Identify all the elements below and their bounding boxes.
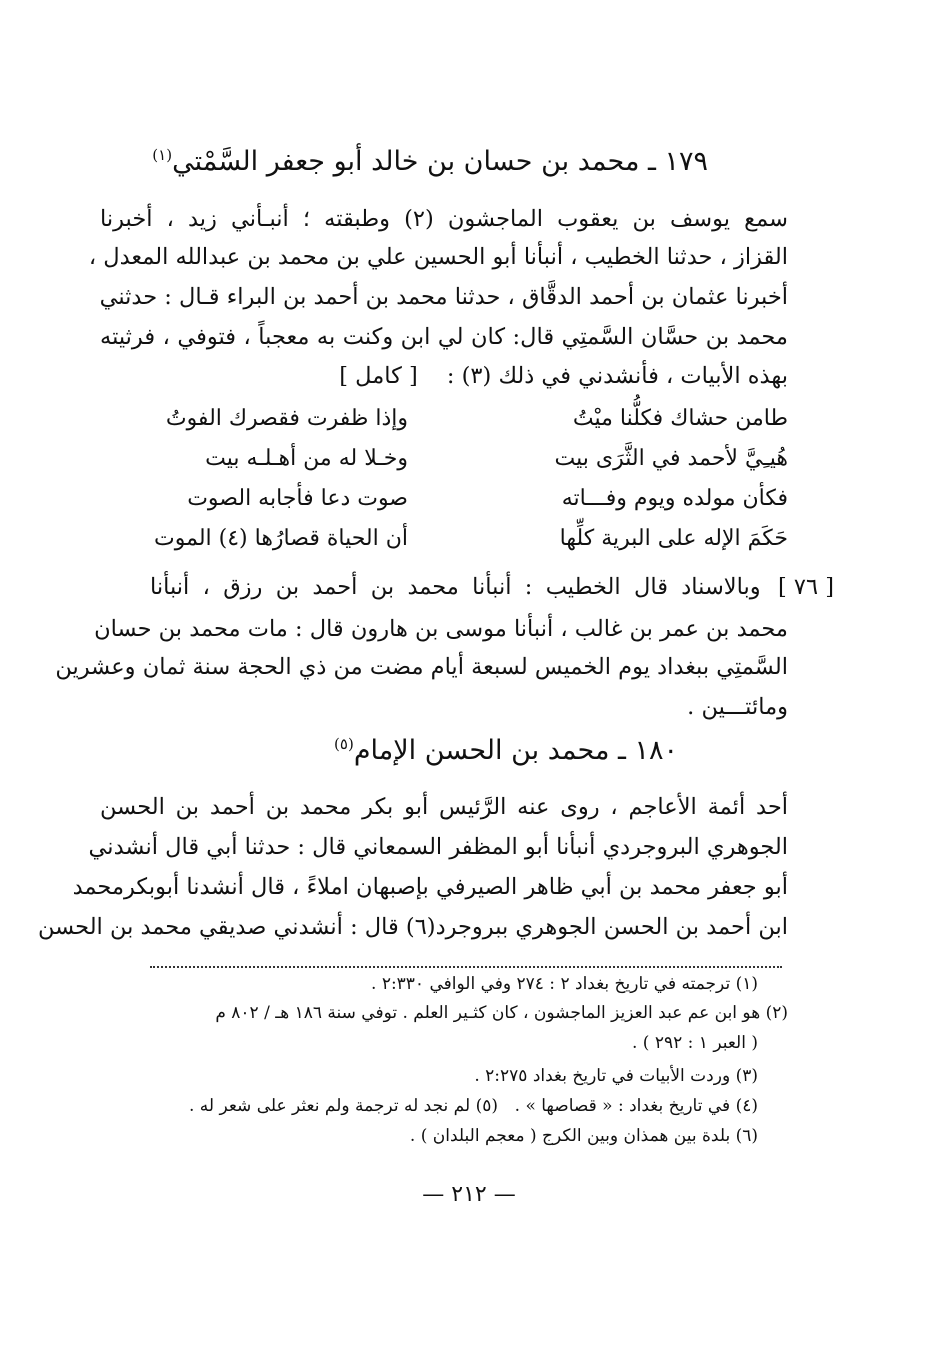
verse-line [100,406,788,440]
footnote: (٣) وردت الأبيات في تاريخ بغداد ٢:٢٧٥ . [474,1066,758,1086]
verse-second-hemistich: أن الحياة قصارُها (٤) الموت [154,526,408,551]
body-line [150,572,838,602]
body-line: ومائتـــين . [687,694,788,720]
entry-179-heading [152,146,708,177]
report-number: [ ٧٦ ] [777,574,835,600]
body-line: السَّمتِي ببغداد يوم الخميس لسبعة أيام مضت من ذي الحجة سنة ثمان وعشرين [55,654,788,680]
verse-line [100,486,788,520]
verse-first-hemistich: هُيـِيَّ لأحمد في الثَّرَى بيت [554,446,788,471]
footnote: (٦) بلدة بين همذان وبين الكرج ( معجم البلدان ) . [409,1126,758,1146]
page-number: — ٢١٢ — [422,1182,516,1207]
entry-179-title: ١٧٩ ـ محمد بن حسان بن خالد أبو جعفر السَّمْتي [172,146,708,177]
verse-line [100,446,788,480]
footnote: (٥) لم نجد له ترجمة ولم نعثر على شعر له . [188,1096,498,1116]
body-line [100,361,788,391]
footnote: ( العبر ١ : ٢٩٢ ) . [632,1033,758,1053]
body-line: سمع يوسف بن يعقوب الماجشون (٢) وطبقته ؛ أنبـأني زيد ، أخبرنا [100,206,788,232]
body-line: الجوهري البروجردي أنبأنا أبو المظفر السمعاني قال : حدثنا أبي قال أنشدني [88,834,788,860]
verse-second-hemistich: وخـلا له من أهـلـه بيت [205,446,408,471]
footnote: (١) ترجمته في تاريخ بغداد ٢ : ٢٧٤ وفي الوافي ٢:٣٣٠ . [371,974,758,994]
footnote: (٢) هو ابن عم عبد العزيز الماجشون ، كان كثـير العلم . توفي سنة ١٨٦ هـ / ٨٠٢ م [215,1003,788,1023]
verse-line [100,526,788,560]
body-line: أخبرنا عثمان بن أحمد الدقَّاق ، حدثنا محمد بن أحمد بن البراء قـال : حدثني [99,284,788,310]
body-line: ابن أحمد بن الحسن الجوهري ببروجرد(٦) قال : أنشدني صديقي محمد بن الحسن [37,914,788,940]
verse-first-hemistich: فكأن مولده ويوم وفـــاته [561,486,788,511]
body-line: أبو جعفر محمد بن أبي ظاهر الصيرفي بإصبهان املاءً ، قال أنشدنا أبوبكرمحمد [72,874,788,900]
entry-180-footnote-ref: (٥) [334,735,354,753]
verse-second-hemistich: صوت دعا فأجابه الصوت [187,486,408,511]
entry-180-title: ١٨٠ ـ محمد بن الحسن الإمام [353,735,678,766]
isnad-text: وبالاسناد قال الخطيب : أنبأنا محمد بن أحمد بن رزق ، أنبأنا [150,574,761,600]
body-line: أحد أئمة الأعاجم ، روى عنه الرَّئيس أبو بكر محمد بن أحمد بن الحسن [100,794,788,820]
verse-second-hemistich: وإذا ظفرت فقصرك الفوتُ [165,406,408,431]
entry-180-heading [334,735,678,766]
verse-first-hemistich: حَكَمَ الإله على البرية كلِّها [559,526,788,551]
footnote-divider [150,966,782,968]
footnote: (٤) في تاريخ بغداد : « قصاصها » . [514,1096,758,1116]
verse-first-hemistich: طامن حشاك فكلُّنا ميْتُ [572,406,788,431]
body-line: محمد بن حسَّان السَّمتِي قال: كان لي ابن وكنت به معجباً ، فتوفي ، فرثيته [100,324,788,350]
body-line: القزاز ، حدثنا الخطيب ، أنبأنا أبو الحسين علي بن محمد بن عبدالله المعدل ، [88,244,788,270]
meter-label: [ كامل ] [339,363,418,389]
entry-179-footnote-ref: (١) [152,146,173,164]
verse-intro: بهذه الأبيات ، فأنشدني في ذلك (٣) : [446,363,788,389]
body-line: محمد بن عمر بن غالب ، أنبأنا موسى بن هارون قال : مات محمد بن حسان [94,616,788,642]
